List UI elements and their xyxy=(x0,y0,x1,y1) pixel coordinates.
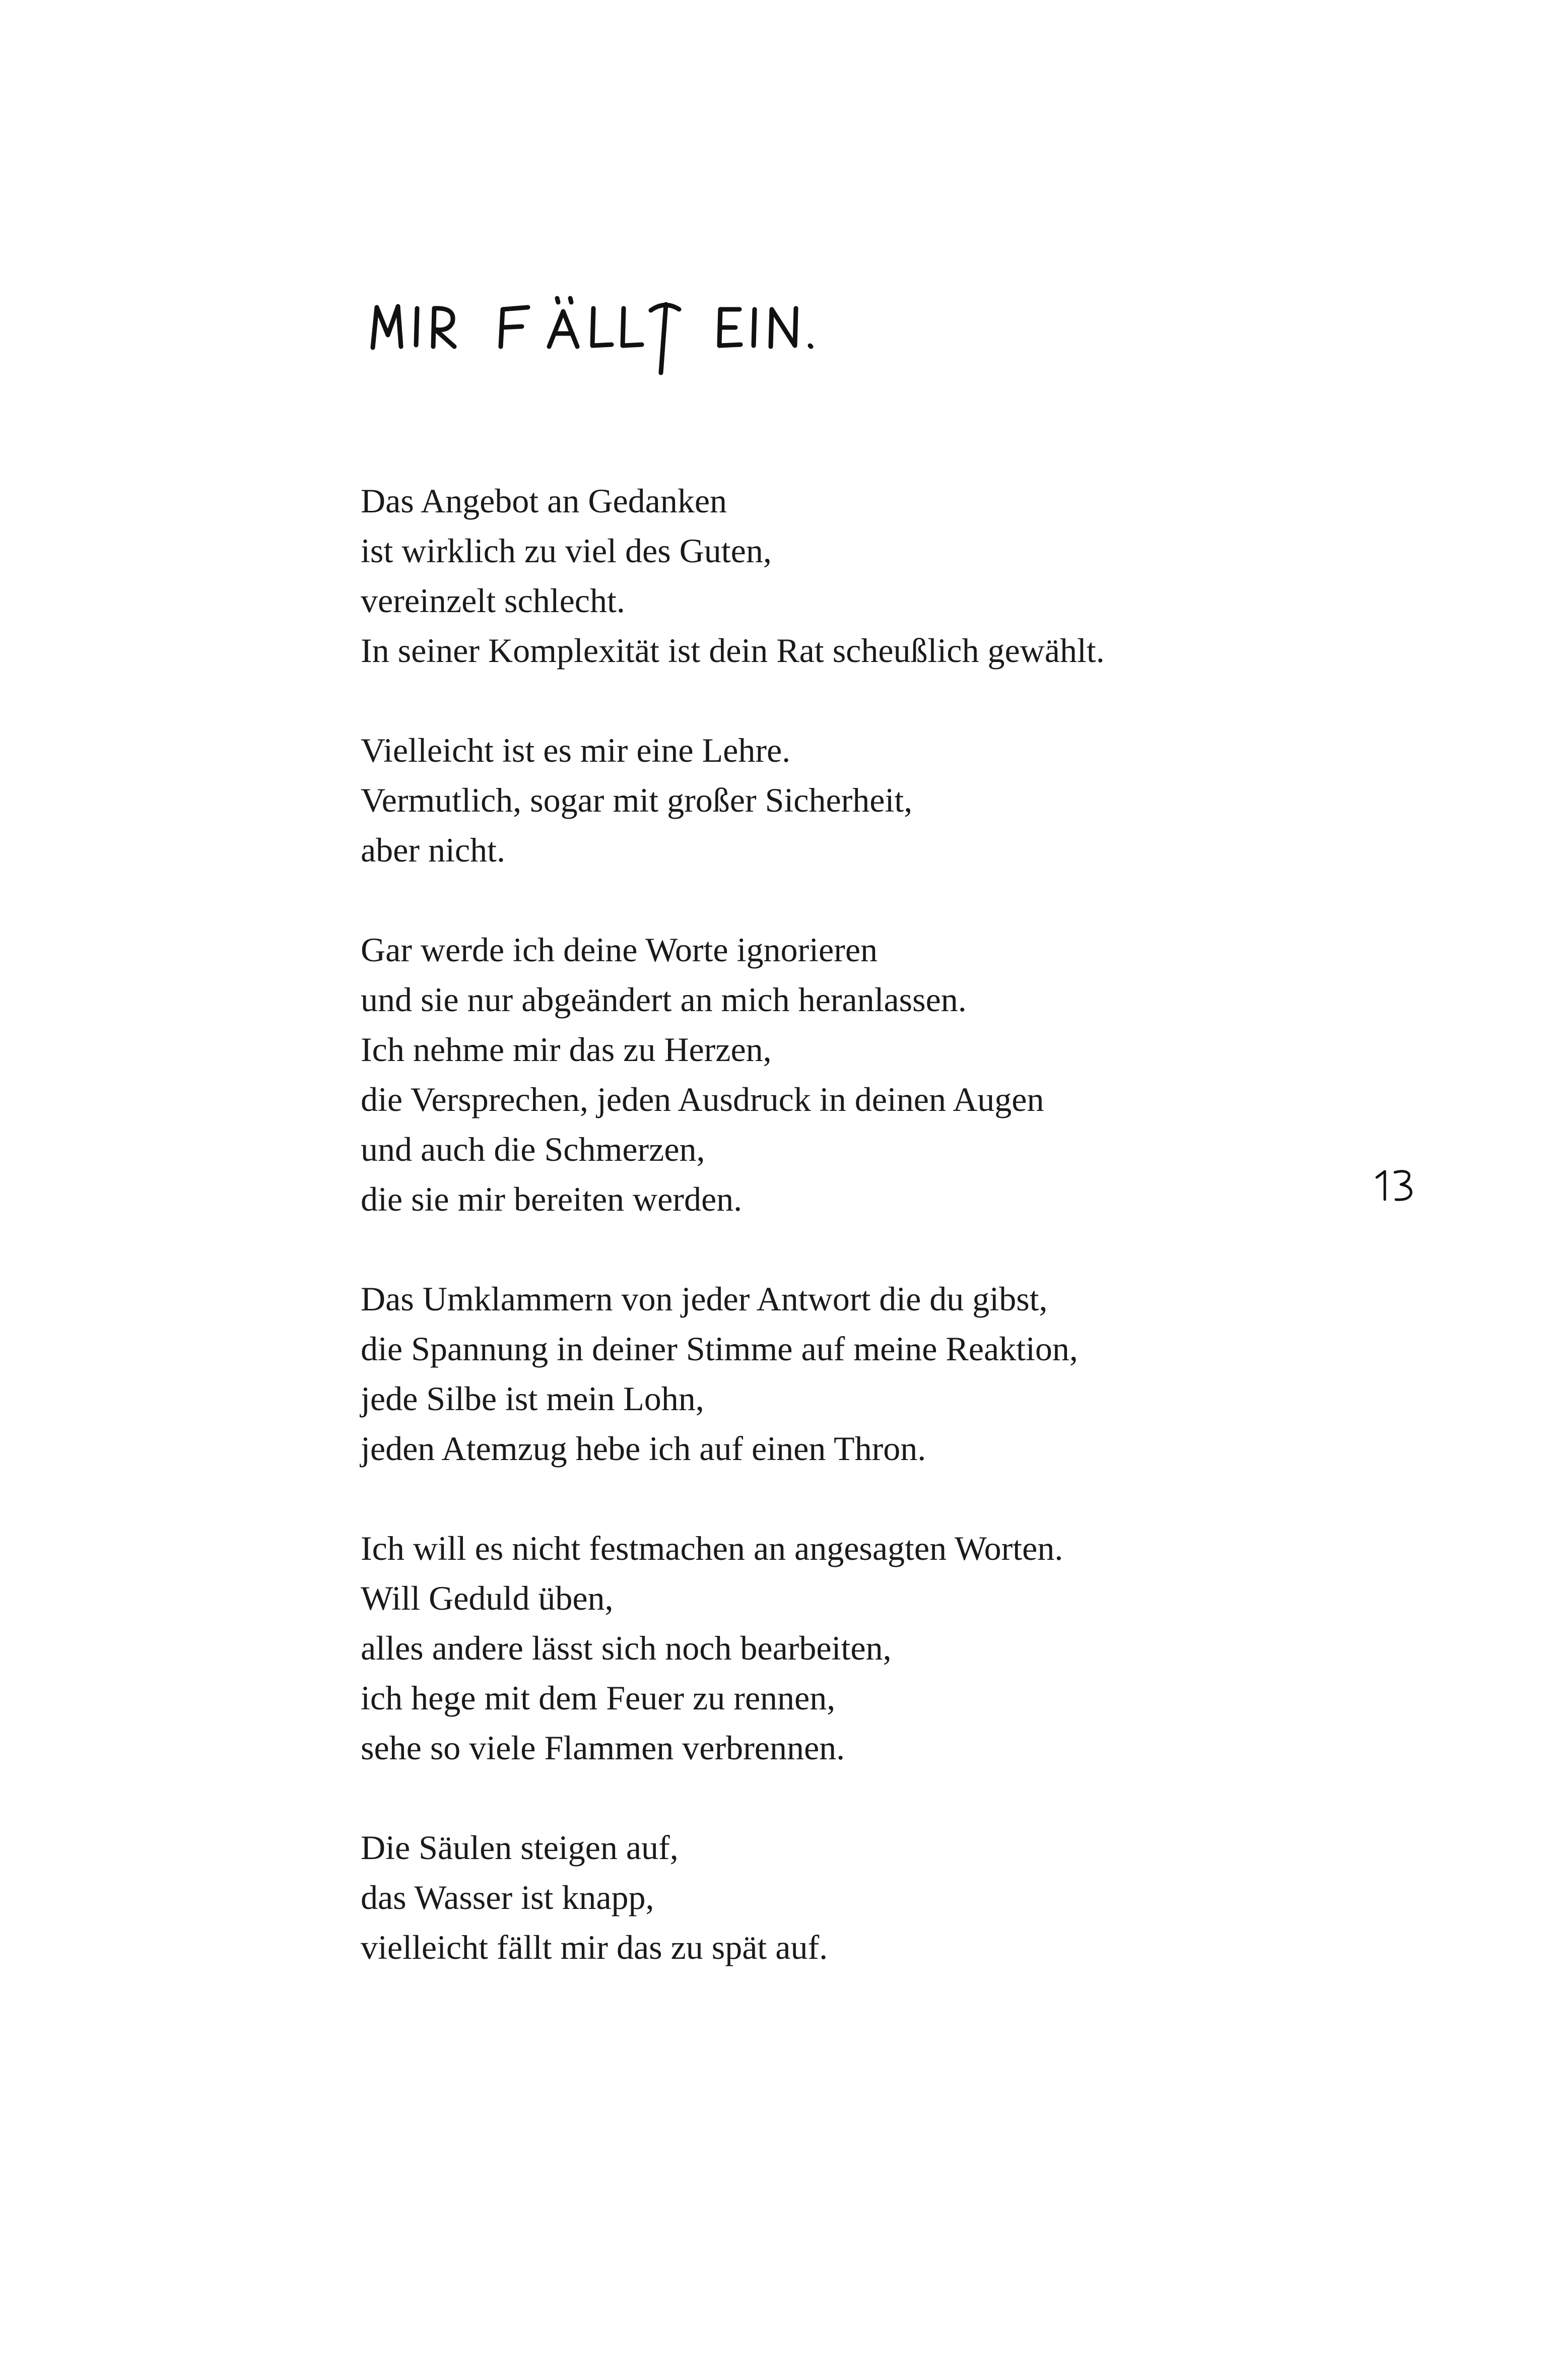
poem-line: und sie nur abgeändert an mich heranlassen. xyxy=(361,980,967,1019)
poem-line: Ich nehme mir das zu Herzen, xyxy=(361,1030,772,1069)
poem-line: Die Säulen steigen auf, xyxy=(361,1828,679,1867)
stanza xyxy=(361,476,1318,676)
poem-line: vereinzelt schlecht. xyxy=(361,581,625,620)
poem-line: alles andere lässt sich noch bearbeiten, xyxy=(361,1629,892,1667)
poem-line: Vielleicht ist es mir eine Lehre. xyxy=(361,731,791,769)
poem-line: Will Geduld üben, xyxy=(361,1579,614,1617)
poem-line: die sie mir bereiten werden. xyxy=(361,1180,743,1218)
page-number xyxy=(1373,1166,1418,1204)
poem-line: Gar werde ich deine Worte ignorieren xyxy=(361,931,878,969)
poem-line: das Wasser ist knapp, xyxy=(361,1878,654,1916)
poem-body xyxy=(361,476,1318,2022)
handwritten-title-drawing xyxy=(368,287,922,378)
stanza xyxy=(361,1524,1318,1773)
poem-line: die Versprechen, jeden Ausdruck in deinen Augen xyxy=(361,1080,1044,1118)
poem-line: jeden Atemzug hebe ich auf einen Thron. xyxy=(361,1429,926,1468)
poem-line: die Spannung in deiner Stimme auf meine Reaktion, xyxy=(361,1330,1078,1368)
poem-line: ich hege mit dem Feuer zu rennen, xyxy=(361,1679,836,1717)
poem-line: und auch die Schmerzen, xyxy=(361,1130,705,1168)
poem-line: vielleicht fällt mir das zu spät auf. xyxy=(361,1928,828,1966)
stanza xyxy=(361,925,1318,1224)
poem-line: jede Silbe ist mein Lohn, xyxy=(361,1379,704,1418)
poem-line: sehe so viele Flammen verbrennen. xyxy=(361,1729,845,1767)
handwritten-page-number-drawing xyxy=(1373,1166,1418,1204)
stanza xyxy=(361,725,1318,875)
poem-line: aber nicht. xyxy=(361,831,505,869)
poem-line: In seiner Komplexität ist dein Rat scheußlich gewählt. xyxy=(361,631,1105,670)
poem-line: Das Umklammern von jeder Antwort die du gibst, xyxy=(361,1280,1048,1318)
stanza xyxy=(361,1823,1318,1972)
poem-line: ist wirklich zu viel des Guten, xyxy=(361,532,772,570)
poem-line: Das Angebot an Gedanken xyxy=(361,482,727,520)
poem-line: Ich will es nicht festmachen an angesagten Worten. xyxy=(361,1529,1063,1567)
handwritten-title xyxy=(368,287,922,378)
poem-line: Vermutlich, sogar mit großer Sicherheit, xyxy=(361,781,913,819)
stanza xyxy=(361,1274,1318,1474)
